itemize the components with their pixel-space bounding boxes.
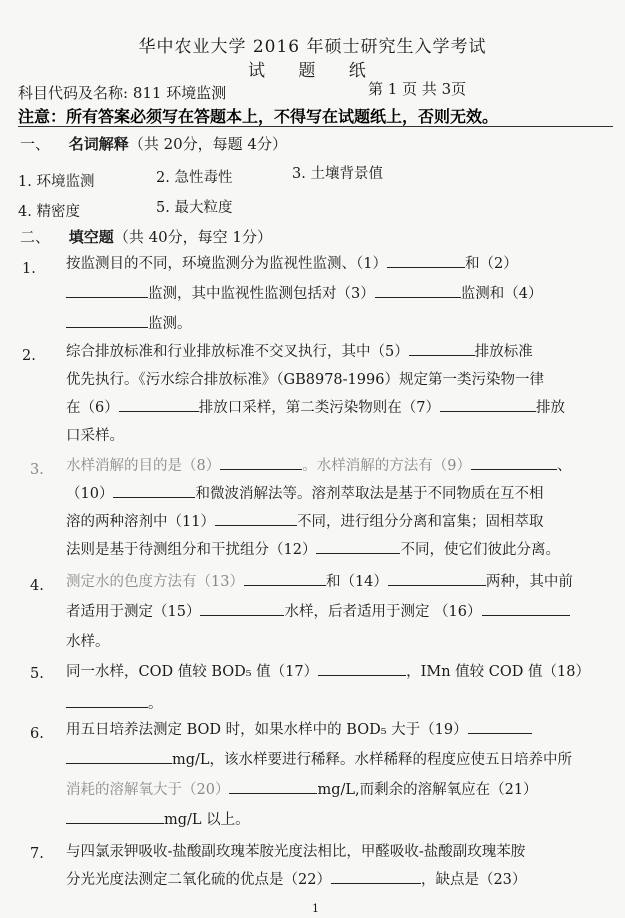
question-line: mg/L，该水样要进行稀释。水样稀释的程度应使五日培养中所	[66, 748, 572, 769]
section2-heading	[20, 226, 272, 247]
header-divider	[18, 126, 613, 127]
page-number: 1	[312, 902, 319, 915]
question-line: 在（6） 排放口采样，第二类污染物则在（7） 排放	[66, 400, 565, 416]
question-line: 用五日培养法测定 BOD 时，如果水样中的 BOD₅ 大于（19）	[66, 718, 532, 739]
question-line: 分光光度法测定二氧化硫的优点是（22） ，缺点是（23）	[66, 872, 527, 888]
term-item: 5. 最大粒度	[156, 200, 233, 216]
question-line: 同一水样，COD 值较 BOD₅ 值（17） ，IMn 值较 COD 值（18）	[66, 664, 590, 680]
term-item: 2. 急性毒性	[156, 170, 233, 186]
term-item: 3. 土壤背景值	[292, 166, 383, 182]
question-line: 监测。	[66, 312, 192, 333]
question-line: 水样。	[66, 634, 110, 650]
question-number: 6.	[30, 726, 44, 742]
question-line: 者适用于测定（15） 水样，后者适用于测定 （16）	[66, 600, 570, 621]
exam-title: 华中农业大学 2016 年硕士研究生入学考试	[138, 37, 487, 57]
question-line: 监测，其中监视性监测包括对（3） 监测和（4）	[66, 282, 542, 303]
exam-subtitle: 试 题 纸	[248, 61, 380, 81]
section1-note: （共 20分，每题 4分）	[128, 135, 287, 153]
question-number: 7.	[30, 846, 44, 862]
question-line: 溶的两种溶剂中（11） 不同，进行组分分离和富集；固相萃取	[66, 514, 544, 530]
notice-text: 注意：所有答案必须写在答题本上，不得写在试题纸上，否则无效。	[18, 107, 499, 126]
section2-number: 二、	[20, 228, 51, 246]
section1-title: 名词解释	[68, 135, 129, 153]
question-line: 口采样。	[66, 428, 124, 444]
question-line: mg/L 以上。	[66, 808, 250, 829]
question-number: 4.	[30, 578, 44, 594]
question-line: 按监测目的不同，环境监测分为监视性监测、（1） 和（2）	[66, 256, 518, 272]
question-line: 与四氯汞钾吸收-盐酸副玫瑰苯胺光度法相比，甲醛吸收-盐酸副玫瑰苯胺	[66, 844, 526, 860]
section1-number: 一、	[20, 135, 51, 153]
question-number: 3.	[30, 462, 44, 478]
section2-note: （共 40分，每空 1分）	[113, 228, 272, 246]
subject-label: 科目代码及名称: 811 环境监测	[18, 84, 227, 102]
question-number: 1.	[22, 261, 36, 277]
question-line: 综合排放标准和行业排放标准不交叉执行，其中（5） 排放标准	[66, 344, 533, 360]
section2-title: 填空题	[68, 228, 114, 246]
question-line: 消耗的溶解氧大于（20） mg/L,而剩余的溶解氧应在（21）	[66, 782, 538, 798]
question-line: （10） 和微波消解法等。溶剂萃取法是基于不同物质在互不相	[66, 486, 544, 502]
question-number: 2.	[22, 348, 36, 364]
term-item: 1. 环境监测	[18, 174, 95, 190]
question-line: 水样消解的目的是（8） 。水样消解的方法有（9） 、	[66, 458, 572, 474]
term-item: 4. 精密度	[18, 204, 80, 220]
question-line: 。	[66, 692, 163, 713]
page-info: 第 1 页 共 3页	[368, 80, 467, 98]
question-line: 优先执行。《污水综合排放标准》（GB8978-1996）规定第一类污染物一律	[66, 372, 544, 388]
question-line: 法则是基于待测组分和干扰组分（12） 不同，使它们彼此分离。	[66, 542, 560, 558]
question-number: 5.	[30, 666, 44, 682]
section1-heading	[20, 133, 287, 154]
question-line: 测定水的色度方法有（13） 和（14） 两种，其中前	[66, 574, 573, 590]
